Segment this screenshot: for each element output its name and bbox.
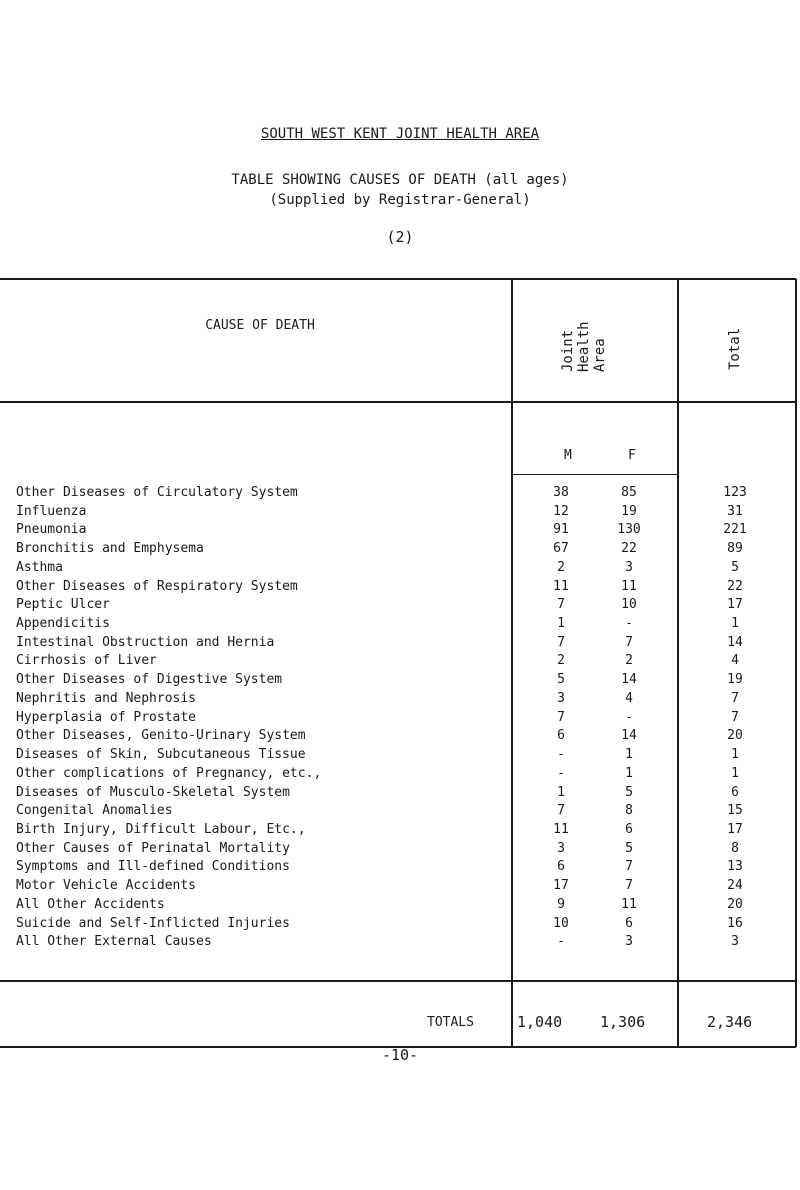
row-cause: Other Diseases of Digestive System — [16, 672, 283, 688]
row-female: 19 — [621, 503, 637, 519]
table-row — [0, 766, 800, 786]
row-male: - — [557, 747, 565, 763]
row-total: 7 — [731, 709, 739, 725]
row-cause: Other complications of Pregnancy, etc., — [16, 765, 322, 781]
header-joint: Joint — [560, 329, 576, 372]
table-row — [0, 803, 800, 823]
row-male: 11 — [553, 578, 569, 594]
row-female: 14 — [621, 672, 637, 688]
row-female: 7 — [625, 878, 633, 894]
row-total: 89 — [727, 541, 743, 557]
row-total: 13 — [727, 859, 743, 875]
row-male: 7 — [557, 634, 565, 650]
table-row — [0, 878, 800, 898]
row-cause: Cirrhosis of Liver — [16, 653, 157, 669]
row-cause: Bronchitis and Emphysema — [16, 541, 204, 557]
table-row — [0, 747, 800, 767]
row-cause: Motor Vehicle Accidents — [16, 878, 197, 894]
row-female: - — [625, 616, 633, 632]
row-total: 6 — [731, 784, 739, 800]
row-cause: Peptic Ulcer — [16, 597, 110, 613]
row-total: 20 — [727, 728, 743, 744]
row-female: 14 — [621, 728, 637, 744]
row-male: 67 — [553, 541, 569, 557]
row-cause: All Other Accidents — [16, 896, 165, 912]
row-cause: Hyperplasia of Prostate — [16, 709, 197, 725]
totals-female: 1,306 — [600, 1013, 646, 1031]
row-male: 38 — [553, 485, 569, 500]
row-female: 10 — [621, 597, 637, 613]
row-male: - — [557, 934, 565, 950]
row-male: 2 — [557, 653, 565, 669]
row-total: 20 — [727, 896, 743, 912]
row-cause: Suicide and Self-Inflicted Injuries — [16, 915, 290, 931]
row-female: 11 — [621, 896, 637, 912]
row-female: - — [625, 709, 633, 725]
row-cause: Birth Injury, Difficult Labour, Etc., — [16, 821, 306, 837]
row-female: 130 — [617, 522, 641, 538]
table-row — [0, 616, 800, 636]
row-cause: Influenza — [16, 503, 87, 519]
row-male: 17 — [553, 878, 569, 894]
row-female: 2 — [625, 653, 633, 669]
table-row — [0, 485, 800, 505]
mf-divider-rule — [512, 474, 678, 475]
row-male: 7 — [557, 803, 565, 819]
row-total: 8 — [731, 840, 739, 856]
row-cause: Symptoms and Ill-defined Conditions — [16, 859, 290, 875]
row-female: 1 — [625, 747, 633, 763]
row-male: 7 — [557, 597, 565, 613]
header-health: Health — [576, 321, 592, 372]
row-male: 1 — [557, 616, 565, 632]
table-row — [0, 710, 800, 730]
header-female: F — [628, 448, 636, 463]
table-caption: TABLE SHOWING CAUSES OF DEATH (all ages) — [231, 172, 569, 188]
table-row — [0, 522, 800, 542]
table-row — [0, 541, 800, 561]
document-title: SOUTH WEST KENT JOINT HEALTH AREA — [260, 126, 540, 142]
row-female: 7 — [625, 634, 633, 650]
totals-total: 2,346 — [707, 1013, 753, 1031]
row-male: 5 — [557, 672, 565, 688]
row-male: 7 — [557, 709, 565, 725]
row-cause: Appendicitis — [16, 616, 110, 632]
row-male: 2 — [557, 559, 565, 575]
table-row — [0, 597, 800, 617]
row-total: 16 — [727, 915, 743, 931]
table-row — [0, 635, 800, 655]
table-row — [0, 653, 800, 673]
row-cause: Other Diseases of Respiratory System — [16, 578, 298, 594]
header-area: Area — [592, 338, 608, 372]
row-female: 6 — [625, 915, 633, 931]
table-row — [0, 728, 800, 748]
table-row — [0, 691, 800, 711]
row-male: 10 — [553, 915, 569, 931]
row-cause: Congenital Anomalies — [16, 803, 173, 819]
table-row — [0, 934, 800, 954]
header-male: M — [564, 448, 572, 463]
table-row — [0, 916, 800, 936]
row-male: 1 — [557, 784, 565, 800]
table-row — [0, 785, 800, 805]
row-male: 6 — [557, 728, 565, 744]
section-number: (2) — [386, 228, 414, 246]
row-total: 5 — [731, 559, 739, 575]
row-male: 6 — [557, 859, 565, 875]
row-cause: Pneumonia — [16, 522, 87, 538]
row-male: 11 — [553, 821, 569, 837]
table-row — [0, 504, 800, 524]
row-total: 15 — [727, 803, 743, 819]
row-total: 31 — [727, 503, 743, 519]
row-cause: All Other External Causes — [16, 934, 212, 950]
row-female: 11 — [621, 578, 637, 594]
row-total: 17 — [727, 597, 743, 613]
table-row — [0, 579, 800, 599]
row-total: 3 — [731, 934, 739, 950]
page-number: -10- — [381, 1046, 419, 1064]
row-total: 7 — [731, 690, 739, 706]
row-total: 22 — [727, 578, 743, 594]
row-male: 3 — [557, 840, 565, 856]
row-cause: Asthma — [16, 559, 63, 575]
row-total: 1 — [731, 747, 739, 763]
row-male: - — [557, 765, 565, 781]
row-male: 91 — [553, 522, 569, 538]
row-cause: Nephritis and Nephrosis — [16, 690, 197, 706]
row-total: 17 — [727, 821, 743, 837]
header-cause-of-death: CAUSE OF DEATH — [205, 318, 315, 333]
row-cause: Intestinal Obstruction and Hernia — [16, 634, 275, 650]
row-female: 6 — [625, 821, 633, 837]
row-female: 3 — [625, 559, 633, 575]
source-note: (Supplied by Registrar-General) — [269, 192, 531, 208]
row-total: 1 — [731, 616, 739, 632]
totals-male: 1,040 — [517, 1013, 563, 1031]
table-row — [0, 897, 800, 917]
row-total: 1 — [731, 765, 739, 781]
row-total: 4 — [731, 653, 739, 669]
row-total: 123 — [723, 485, 747, 500]
row-male: 12 — [553, 503, 569, 519]
row-female: 1 — [625, 765, 633, 781]
row-female: 5 — [625, 840, 633, 856]
row-female: 8 — [625, 803, 633, 819]
row-female: 4 — [625, 690, 633, 706]
row-total: 14 — [727, 634, 743, 650]
totals-label: TOTALS — [427, 1015, 474, 1030]
row-total: 221 — [723, 522, 747, 538]
row-total: 24 — [727, 878, 743, 894]
table-row — [0, 822, 800, 842]
row-female: 3 — [625, 934, 633, 950]
row-female: 7 — [625, 859, 633, 875]
row-female: 85 — [621, 485, 637, 500]
table-row — [0, 560, 800, 580]
row-male: 9 — [557, 896, 565, 912]
row-total: 19 — [727, 672, 743, 688]
row-cause: Diseases of Musculo-Skeletal System — [16, 784, 290, 800]
row-cause: Diseases of Skin, Subcutaneous Tissue — [16, 747, 306, 763]
row-cause: Other Causes of Perinatal Mortality — [16, 840, 290, 856]
row-female: 22 — [621, 541, 637, 557]
row-male: 3 — [557, 690, 565, 706]
header-total: Total — [727, 327, 743, 370]
table-row — [0, 859, 800, 879]
row-cause: Other Diseases of Circulatory System — [16, 485, 298, 500]
table-row — [0, 672, 800, 692]
row-female: 5 — [625, 784, 633, 800]
row-cause: Other Diseases, Genito-Urinary System — [16, 728, 306, 744]
table-row — [0, 841, 800, 861]
